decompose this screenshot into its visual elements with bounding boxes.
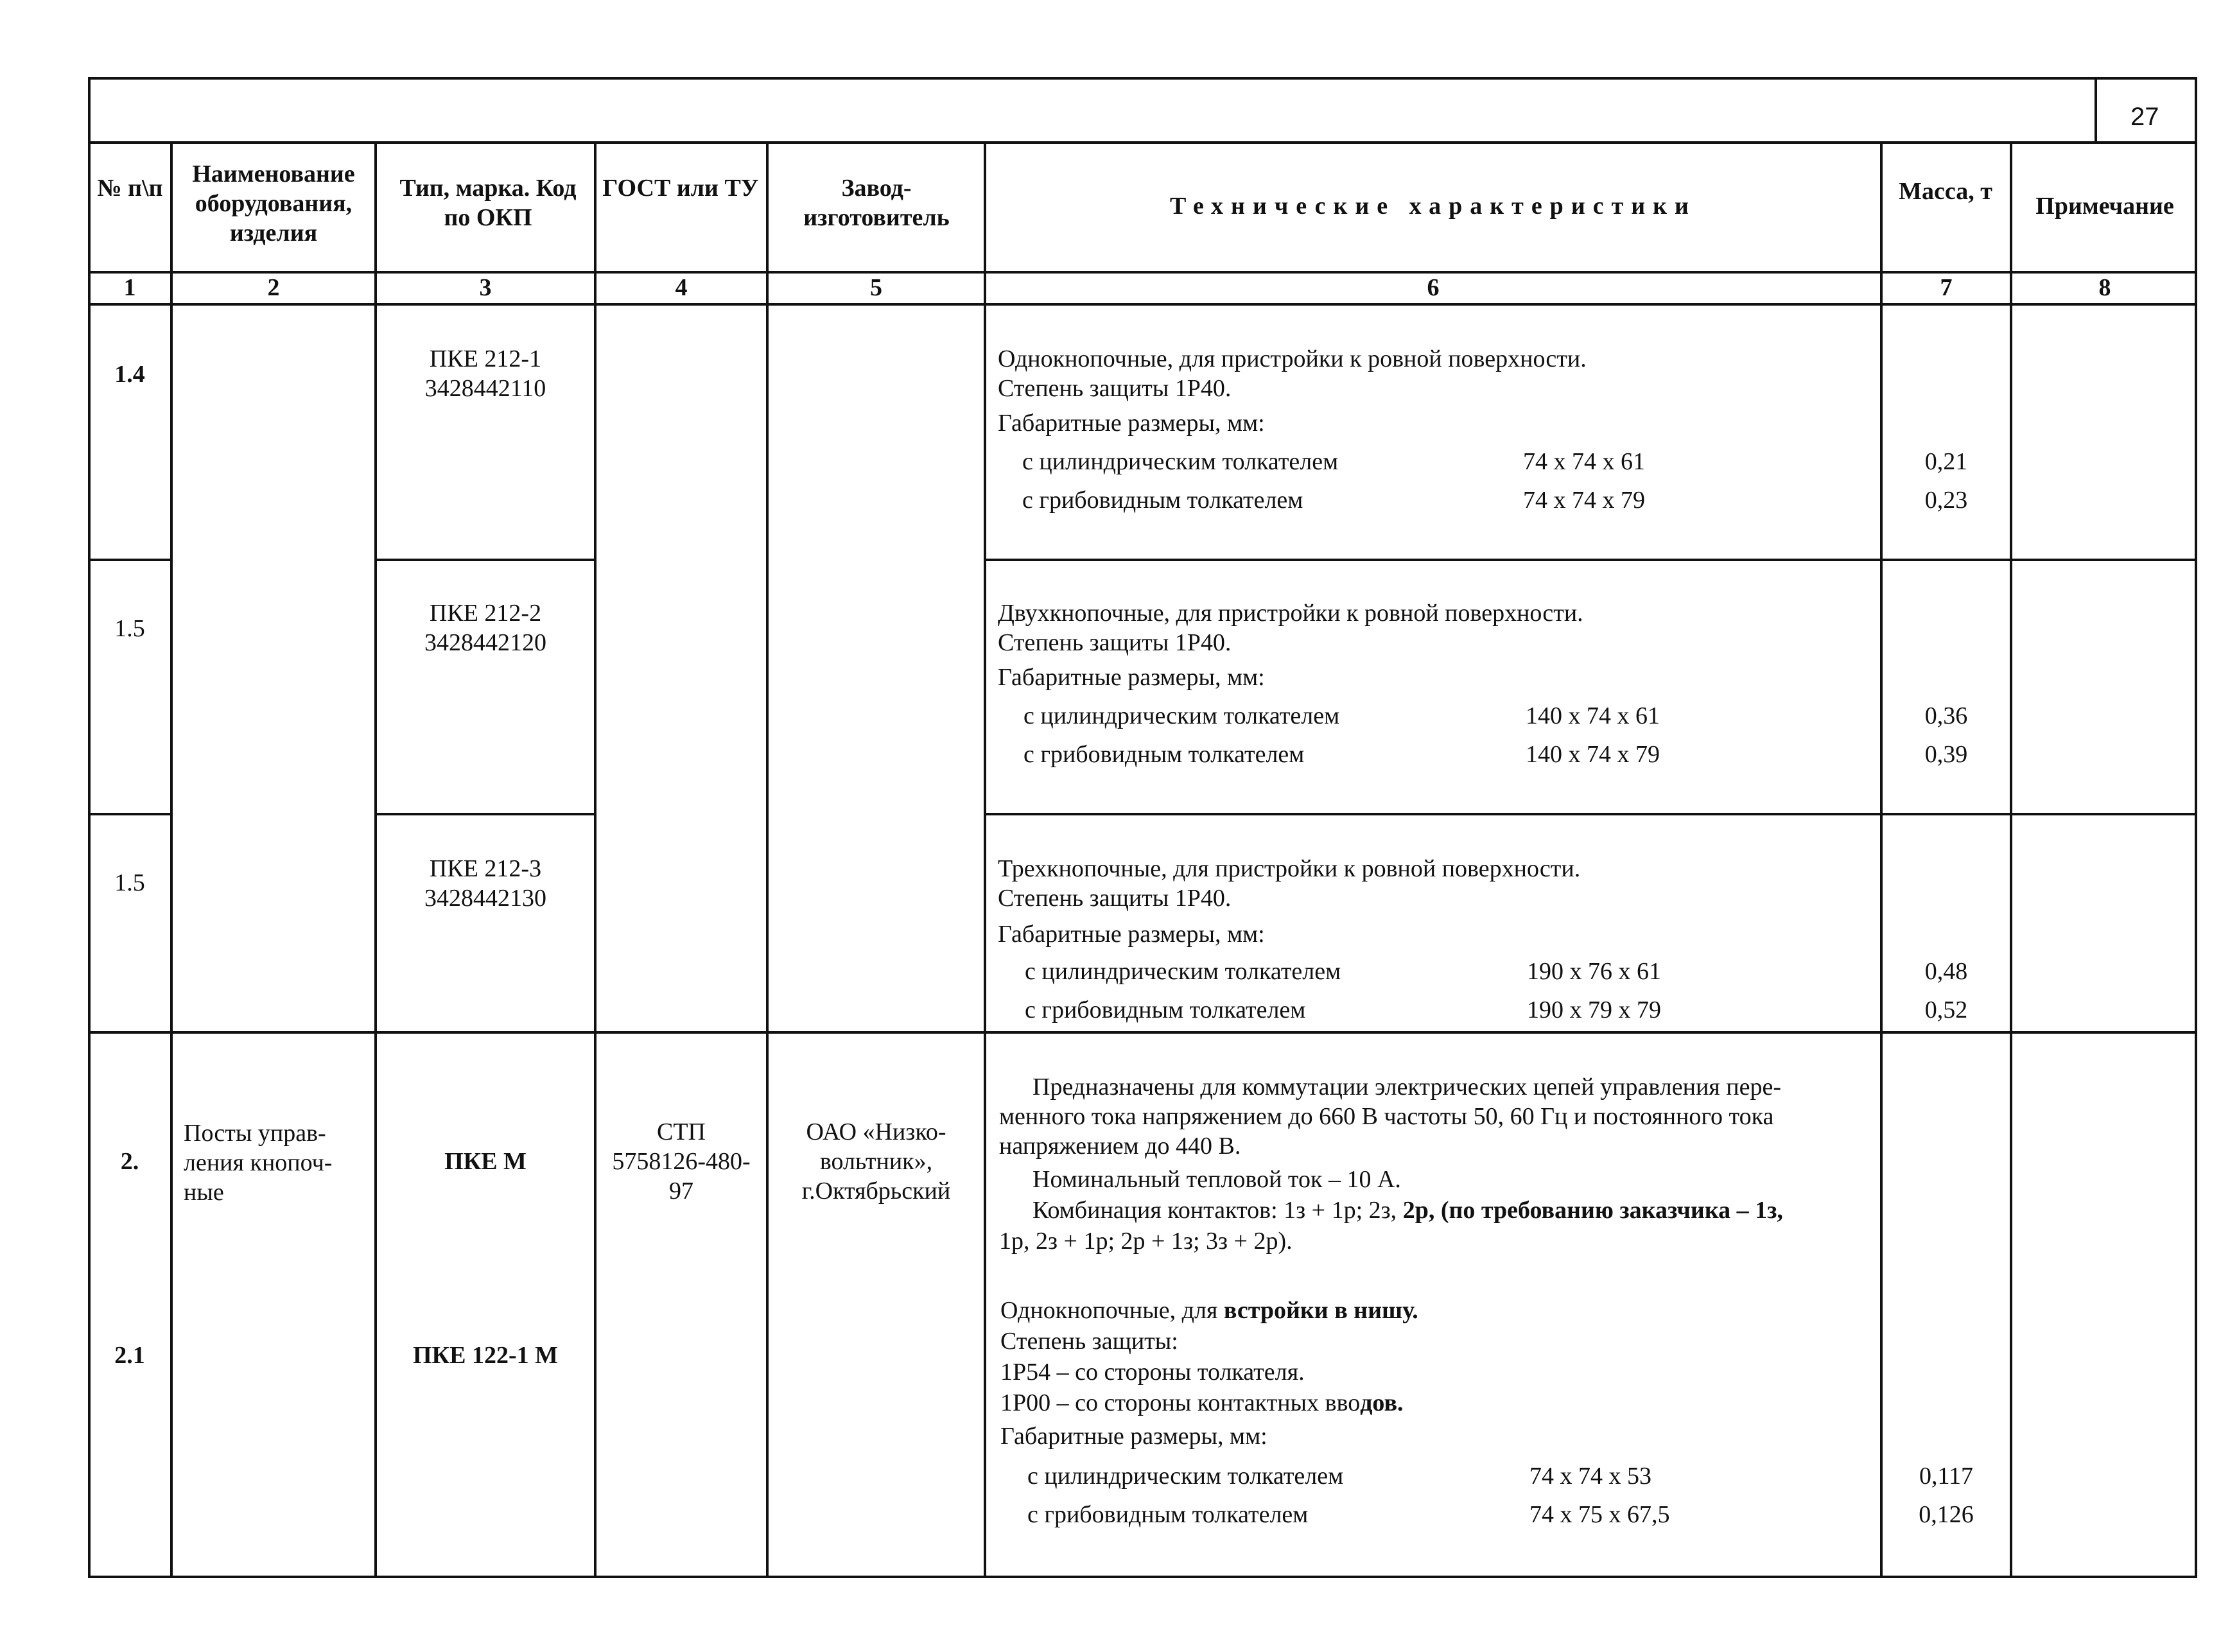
row-1-5a-protection: Степень защиты 1Р40. <box>998 629 1232 656</box>
row-1-4-a-label: с цилиндрическим толкателем <box>1022 448 1339 475</box>
row-1-5a-b-mass: 0,39 <box>1924 741 1968 768</box>
col-num-5: 5 <box>870 274 882 301</box>
row-1-5a-code: 3428442120 <box>424 629 546 656</box>
row-2-maker-3: г.Октябрьский <box>801 1178 951 1204</box>
row-1-5a-a-dim: 140 х 74 х 61 <box>1526 702 1660 729</box>
row-2-type: ПКЕ М <box>444 1148 527 1175</box>
row-1-5a-b-dim: 140 х 74 х 79 <box>1526 741 1660 768</box>
row-1-5b-a-mass: 0,48 <box>1924 958 1968 985</box>
row-1-5b-a-dim: 190 х 76 х 61 <box>1527 958 1661 985</box>
row-2-num: 2. <box>120 1148 139 1175</box>
col-line-6 <box>1880 141 1883 1578</box>
header-col-7: Масса, т <box>1899 178 1992 205</box>
row-1-5a-type: ПКЕ 212-2 <box>429 600 542 627</box>
row-2-contacts-cont: 1р, 2з + 1р; 2р + 1з; 3з + 2р). <box>999 1228 1293 1255</box>
row-1-5b-num: 1.5 <box>114 869 145 896</box>
row-2-desc-1: Предназначены для коммутации электрических цепей управления пере- <box>1032 1074 1781 1100</box>
col-line-3 <box>594 141 597 1578</box>
row-2-current: Номинальный тепловой ток – 10 А. <box>1032 1166 1401 1193</box>
row-1-4-b-mass: 0,23 <box>1924 487 1968 514</box>
row-2-name-1: Посты управ- <box>184 1120 326 1147</box>
row-2-maker-2: вольтник», <box>819 1148 933 1175</box>
row-2-1-num: 2.1 <box>114 1342 145 1369</box>
row-2-1-dims-label: Габаритные размеры, мм: <box>1000 1423 1267 1450</box>
row-1-5b-b-dim: 190 х 79 х 79 <box>1527 996 1661 1023</box>
header-col-3: Тип, марка. Код по ОКП <box>399 175 577 231</box>
row-1-5b-protection: Степень защиты 1Р40. <box>998 885 1232 912</box>
row-2-1-b-dim: 74 х 75 х 67,5 <box>1529 1501 1670 1528</box>
row-1-5b-code: 3428442130 <box>424 885 546 912</box>
row-2-1-ip00 <box>1000 1388 1404 1418</box>
row-2-1-a-dim: 74 х 74 х 53 <box>1529 1463 1651 1490</box>
col-line-5 <box>984 141 986 1578</box>
row-2-name-3: ные <box>184 1179 224 1206</box>
row-1-4-a-dim: 74 х 74 х 61 <box>1523 448 1645 475</box>
row-2-maker-1: ОАО «Низко- <box>806 1118 946 1145</box>
header-col-5: Завод-изготовитель <box>803 175 950 231</box>
row-1-5b-b-label: с грибовидным толкателем <box>1025 996 1306 1023</box>
row-1-5a-a-label: с цилиндрическим толкателем <box>1023 702 1340 729</box>
row-2-contacts <box>1032 1196 1783 1225</box>
row-1-5a-dims-label: Габаритные размеры, мм: <box>998 664 1265 691</box>
row-2-gost-3: 97 <box>669 1178 693 1204</box>
row-2-1-ip54: 1Р54 – со стороны толкателя. <box>1000 1359 1305 1386</box>
row-2-name-2: ления кнопоч- <box>184 1149 333 1176</box>
row-2-desc-3: напряжением до 440 В. <box>999 1133 1241 1160</box>
row-1-4-num: 1.4 <box>114 361 145 388</box>
col-num-4: 4 <box>675 274 688 301</box>
row-2-1-ip00-a: 1Р00 – со стороны контактных вво <box>1000 1389 1361 1416</box>
header-col-1: № п\п <box>97 175 163 202</box>
row-1-4-desc: Однокнопочные, для пристройки к ровной поверхности. <box>998 345 1587 372</box>
row-sep-1-type <box>374 559 595 561</box>
header-col-4: ГОСТ или ТУ <box>602 175 759 202</box>
row-sep-1-tech <box>984 559 2197 561</box>
row-2-1-desc <box>1000 1296 1418 1325</box>
row-1-5b-a-label: с цилиндрическим толкателем <box>1025 958 1341 985</box>
row-sep-2-type <box>374 813 595 815</box>
row-1-5a-desc: Двухкнопочные, для пристройки к ровной поверхности. <box>998 600 1583 627</box>
row-1-4-b-label: с грибовидным толкателем <box>1022 487 1303 514</box>
col-num-3: 3 <box>479 274 492 301</box>
row-1-5a-b-label: с грибовидным толкателем <box>1023 741 1305 768</box>
header-col-2: Наименование оборудования, изделия <box>192 161 355 247</box>
row-2-1-type: ПКЕ 122-1 М <box>413 1342 558 1369</box>
row-1-5b-desc: Трехкнопочные, для пристройки к ровной поверхности. <box>998 855 1581 882</box>
row-2-desc-2: менного тока напряжением до 660 В частоты 50, 60 Гц и постоянного тока <box>999 1103 1774 1130</box>
row-2-1-b-mass: 0,126 <box>1919 1501 1974 1528</box>
row-2-1-a-mass: 0,117 <box>1919 1463 1974 1490</box>
row-2-gost-1: СТП <box>657 1118 706 1145</box>
row-1-5b-dims-label: Габаритные размеры, мм: <box>998 921 1265 948</box>
col-num-8: 8 <box>2098 274 2111 301</box>
row-1-4-code: 3428442110 <box>424 375 546 402</box>
col-line-4 <box>766 141 769 1578</box>
row-2-1-ip00-b: дов. <box>1360 1389 1404 1416</box>
row-sep-2-num <box>88 813 173 815</box>
page-number: 27 <box>2130 103 2159 131</box>
col-num-2: 2 <box>267 274 280 301</box>
row-1-4-a-mass: 0,21 <box>1924 448 1968 475</box>
row-1-5b-b-mass: 0,52 <box>1924 996 1968 1023</box>
col-line-7 <box>2010 141 2012 1578</box>
row-2-1-protection: Степень защиты: <box>1000 1328 1178 1355</box>
header-col-6: Технические характеристики <box>1170 193 1696 220</box>
header-col-8: Примечание <box>2035 193 2174 220</box>
row-2-gost-2: 5758126-480- <box>612 1148 751 1175</box>
row-1-4-type: ПКЕ 212-1 <box>429 345 542 372</box>
row-1-4-dims-label: Габаритные размеры, мм: <box>998 410 1265 437</box>
row-2-1-a-label: с цилиндрическим толкателем <box>1027 1463 1344 1490</box>
row-1-4-b-dim: 74 х 74 х 79 <box>1523 487 1645 514</box>
row-2-contacts-a: Комбинация контактов: 1з + 1р; 2з, <box>1032 1197 1403 1224</box>
col-num-7: 7 <box>1940 274 1953 301</box>
row-2-contacts-b: 2р, (по требованию заказчика – 1з, <box>1402 1197 1783 1224</box>
row-1-4-protection: Степень защиты 1Р40. <box>998 375 1232 402</box>
row-1-5b-type: ПКЕ 212-3 <box>429 855 542 882</box>
row-sep-2-tech <box>984 813 2197 815</box>
row-sep-1-num <box>88 559 173 561</box>
row-2-1-desc-a: Однокнопочные, для <box>1000 1297 1224 1324</box>
row-2-1-b-label: с грибовидным толкателем <box>1027 1501 1309 1528</box>
row-1-5a-a-mass: 0,36 <box>1924 702 1968 729</box>
row-1-5a-num: 1.5 <box>114 615 145 642</box>
col-num-1: 1 <box>123 274 136 301</box>
col-num-6: 6 <box>1427 274 1440 301</box>
page-number-divider <box>2095 77 2097 143</box>
row-2-1-desc-b: встройки в нишу. <box>1223 1297 1418 1324</box>
